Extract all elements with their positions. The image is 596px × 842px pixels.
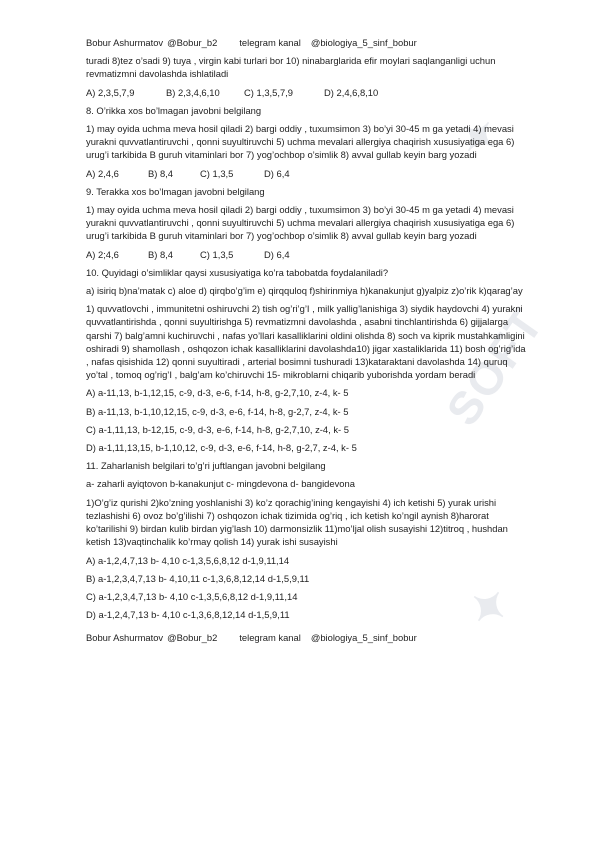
option-a: A) 2,3,5,7,9 <box>86 86 135 98</box>
question-11-kinds: a- zaharli ayiqtovon b-kanakunjut c- mingdevona d- bangidevona <box>86 478 355 490</box>
option-c: C) a-1,2,3,4,7,13 b- 4,10 c-1,3,5,6,8,12 d-1,9,11,14 <box>86 590 298 602</box>
footer-handle: @Bobur_b2 <box>167 632 218 644</box>
question-9-body: 1) may oyida uchma meva hosil qiladi 2) bargi oddiy , tuxumsimon 3) bo’yi 30-45 m ga yetadi 4) mevasi yurakni quvvatlantiruvchi , qonni suyultiruvchi 5) uchma mevalari allergiya chaqirish xususiyatiga ega 6) urug’i tarkibida B guruh vitaminlari bor 7) yog’ochbop o’simlik 8) avval gullab keyin barg yozadi <box>86 204 515 242</box>
option-d: D) 2,4,6,8,10 <box>324 86 379 98</box>
option-d: D) 6,4 <box>264 248 290 260</box>
question-10-title: 10. Quyidagi o’simliklar qaysi xususiyatiga ko’ra tabobatda foydalaniladi? <box>86 266 389 278</box>
header-channel: telegram kanal <box>239 37 301 48</box>
footer-author: Bobur Ashurmatov <box>86 632 164 644</box>
question-9-title: 9. Terakka xos bo’lmagan javobni belgilang <box>86 185 265 197</box>
watermark-mark: ✦ <box>456 574 523 638</box>
option-a: A) 2;4,6 <box>86 248 119 260</box>
question-8-options <box>86 167 526 180</box>
option-b: B) a-1,2,3,4,7,13 b- 4,10,11 c-1,3,6,8,12,14 d-1,5,9,11 <box>86 572 310 584</box>
watermark-mark: ✦ <box>446 104 513 168</box>
option-d: D) a-1,2,4,7,13 b- 4,10 c-1,3,6,8,12,14 d-1,5,9,11 <box>86 609 290 621</box>
option-c: C) 1,3,5 <box>200 167 234 179</box>
page-header <box>86 36 526 49</box>
question-8-body: 1) may oyida uchma meva hosil qiladi 2) bargi oddiy , tuxumsimon 3) bo’yi 30-45 m ga yetadi 4) mevasi yurakni quvvatlantiruvchi , qonni suyultiruvchi 5) uchma mevalari allergiya chaqirish xususiyatiga ega 6) urug’i tarkibida B guruh vitaminlari bor 7) yog’ochbop o’simlik 8) avval gullab keyin barg yozadi <box>86 123 515 161</box>
header-channel-handle: @biologiya_5_sinf_bobur <box>310 37 417 48</box>
option-a: A) a-11,13, b-1,12,15, c-9, d-3, e-6, f-14, h-8, g-2,7,10, z-4, k- 5 <box>86 387 349 399</box>
option-c: C) a-1,11,13, b-12,15, c-9, d-3, e-6, f-14, h-8, g-2,7,10, z-4, k- 5 <box>86 423 349 435</box>
option-b: B) 8,4 <box>148 248 174 260</box>
footer-channel-handle: @biologiya_5_sinf_bobur <box>310 632 417 644</box>
question-8-title: 8. O’rikka xos bo’lmagan javobni belgilang <box>86 104 262 116</box>
header-author: Bobur Ashurmatov <box>86 37 164 48</box>
watermark-text: SOFT <box>436 297 554 435</box>
option-c: C) 1,3,5 <box>200 248 234 260</box>
intro-text: turadi 8)tez o’sadi 9) tuya , virgin kabi turlari bor 10) ninabarglarida efir moylari saqlanganligi uchun revmatizmni davolashda ishlatiladi <box>86 55 496 80</box>
option-a: A) a-1,2,4,7,13 b- 4,10 c-1,3,5,6,8,12 d-1,9,11,14 <box>86 554 290 566</box>
option-d: D) 6,4 <box>264 167 290 179</box>
question-9-options <box>86 248 526 261</box>
footer-channel: telegram kanal <box>239 632 301 644</box>
question-11-body: 1)O’g’iz qurishi 2)ko’zning yoshlanishi 3) ko’z qorachig’ining kengayishi 4) ich ketishi 5) yurak urishi tezlashishi 6) ovoz bo’g’ilishi 7) oshqozon ichak tizimida og’riq , ich ketish ko’ngil aynish 8)harorat ko’tarilishi 9) birdan kulib birdan yig’lash 10) darmonsizlik 11)mo’ljal olish susayishi 12)titroq , hushdan ketish 13)vaqtinchalik ko’rmay qolish 14) yurak ishi susayishi <box>86 496 508 548</box>
option-a: A) 2,4,6 <box>86 167 119 179</box>
question-10-plants: a) isiriq b)na’matak c) aloe d) qirqbo’g’im e) qirqquloq f)shirinmiya h)kanakunjut g)yalpiz z)o’rik k)qarag’ay <box>86 285 523 297</box>
intro-options <box>86 86 526 99</box>
page-footer <box>86 631 526 644</box>
content-column <box>86 36 526 645</box>
option-b: B) 2,3,4,6,10 <box>166 86 220 98</box>
option-d: D) a-1,11,13,15, b-1,10,12, c-9, d-3, e-6, f-14, h-8, g-2,7, z-4, k- 5 <box>86 442 357 454</box>
option-b: B) a-11,13, b-1,10,12,15, c-9, d-3, e-6, f-14, h-8, g-2,7, z-4, k- 5 <box>86 405 349 417</box>
option-b: B) 8,4 <box>148 167 174 179</box>
question-10-body: 1) quvvatlovchi , immunitetni oshiruvchi 2) tish og’ri’g’I , milk yallig’lanishiga 3) siydik haydovchi 4) yurakni quvvatlantirishda , qonni suyultirishga 5) revmatizmni davolashda , asabni tinchlantirishda 6) gijjalarga qarshi 7) balg’amni kuchiruvchi , nafas yo’llari kasalliklarini oldini olishda 8) soch va kiprik mustahkamligini oshiradi 9) shamollash , oshqozon ichak kasalliklarini davolashda10) jigar xastaliklarida 11) bosh og’rig’ida , nafas qisishida 12) qonni suyultiradi , arterial bosimni tushuradi 13)kataraktani davolashda 14) quruq yo’tal , tomoq og’rig’I , balg’am ko’chiruvchi 15- mikroblarni chiqarib yuborishda yordam beradi <box>86 303 526 381</box>
option-c: C) 1,3,5,7,9 <box>244 86 293 98</box>
question-11-title: 11. Zaharlanish belgilari to’g’ri juftlangan javobni belgilang <box>86 460 326 472</box>
header-handle: @Bobur_b2 <box>167 37 218 48</box>
